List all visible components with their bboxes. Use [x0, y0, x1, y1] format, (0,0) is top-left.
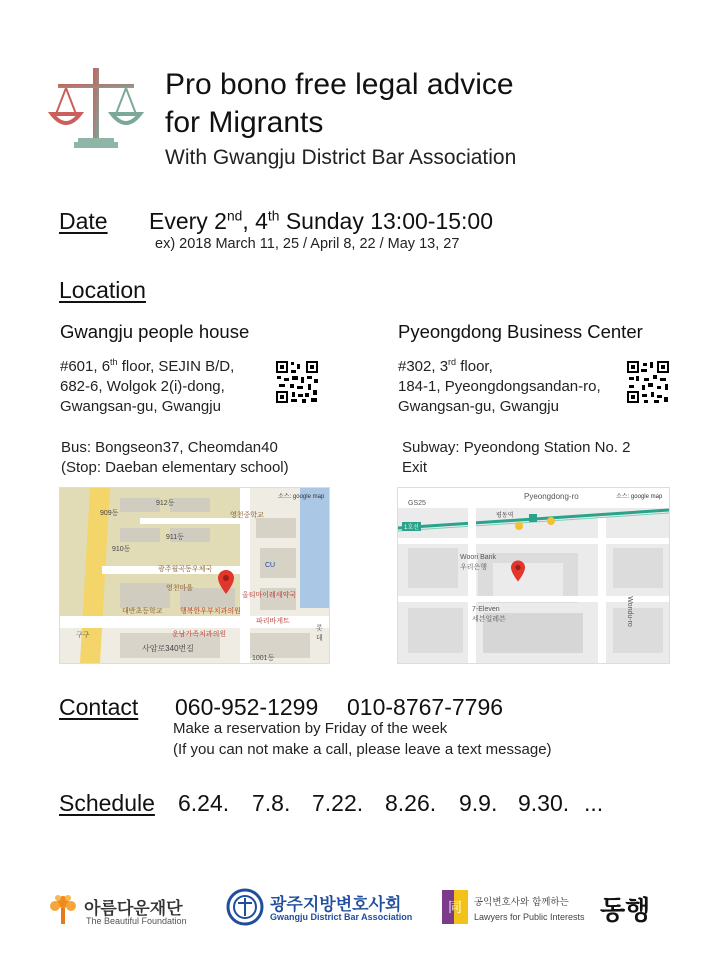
map-label: 7-Eleven [472, 606, 500, 613]
addr-part: floor, [456, 358, 493, 375]
right-address-line-1 [398, 357, 601, 377]
schedule-date: ... [584, 790, 604, 816]
addr-sup: th [110, 357, 118, 367]
map-label: 행복한우부치과의원 [180, 608, 241, 615]
map-label: CU [265, 562, 276, 569]
date-text-part: Every 2 [149, 208, 227, 234]
subway-line-1: Subway: Pyeondong Station No. 2 [402, 439, 631, 456]
map-label: 세븐일레븐 [472, 616, 506, 623]
subway-line-2: Exit [402, 459, 428, 476]
schedule-date: 6.24. [178, 790, 230, 816]
qr-code-icon[interactable] [275, 360, 319, 404]
date-text-part: , 4 [242, 208, 268, 234]
bus-line-2: (Stop: Daeban elementary school) [61, 459, 289, 476]
addr-part: floor, SEJIN B/D, [117, 358, 235, 375]
logo1-english: The Beautiful Foundation [86, 916, 187, 926]
map-label: 파리바게트 [256, 618, 290, 625]
right-location-name: Pyeongdong Business Center [398, 321, 643, 342]
map-label: 영천중학교 [230, 512, 264, 519]
addr-part: #601, 6 [60, 358, 111, 375]
right-map[interactable] [397, 487, 670, 664]
right-address-line-2: 184-1, Pyeongdongsandan-ro, [398, 378, 601, 395]
schedule-date: 7.22. [312, 790, 364, 816]
map-label: 광주월곡동우체국 [158, 566, 213, 573]
map-label: 1001동 [252, 655, 275, 662]
map-label: 구구 [76, 632, 90, 639]
map-label: 912동 [156, 500, 175, 507]
addr-sup: rd [448, 357, 457, 367]
schedule-date: 9.9. [459, 790, 498, 816]
map-source: 소스: google map [616, 494, 663, 500]
map-label: 909동 [100, 510, 119, 517]
date-example: ex) 2018 March 11, 25 / April 8, 22 / May 13, 27 [155, 236, 460, 252]
logo3-big-text: 동행 [600, 896, 651, 926]
page-title [165, 66, 514, 142]
map-label: 운남가족치과의원 [172, 631, 227, 638]
map-label: 사암로340번길 [142, 644, 194, 653]
map-label: 평동역 [496, 513, 514, 519]
right-address [398, 357, 601, 417]
logo2-english: Gwangju District Bar Association [270, 912, 413, 922]
phone-1[interactable]: 060-952-1299 [175, 694, 319, 720]
contact-label: Contact [59, 694, 139, 720]
schedule-date: 7.8. [252, 790, 291, 816]
map-label: Pyeongdong-ro [524, 492, 579, 501]
left-map[interactable] [59, 487, 330, 664]
title-line-2: for Migrants [165, 106, 324, 139]
date-text [149, 208, 493, 235]
schedule-date: 9.30. [518, 790, 570, 816]
svg-text:同: 同 [448, 900, 462, 916]
left-address-line-2: 682-6, Wolgok 2(i)-dong, [60, 378, 225, 395]
right-address-line-3: Gwangsan-gu, Gwangju [398, 398, 559, 415]
map-label: 영천마을 [166, 585, 194, 592]
donghaeng-logo [442, 886, 662, 930]
left-bus-info [61, 438, 289, 478]
date-sup: nd [226, 208, 243, 224]
map-label: 우리은행 [460, 564, 488, 571]
map-label: Wondu-ro [625, 596, 633, 627]
title-line-1: Pro bono free legal advice [165, 68, 514, 101]
justice-scale-icon [48, 66, 144, 158]
map-label: 910동 [112, 546, 131, 553]
schedule-date: 8.26. [385, 790, 437, 816]
map-label: GS25 [408, 500, 426, 507]
tree-icon [46, 892, 80, 931]
map-label: 롯데 [316, 625, 323, 642]
date-label: Date [59, 208, 108, 234]
map-label: Woori Bank [460, 554, 497, 561]
contact-note-2: (If you can not make a call, please leave a text message) [173, 741, 552, 758]
map-pin-icon [218, 570, 234, 599]
page-subtitle: With Gwangju District Bar Association [165, 146, 517, 169]
left-address-line-3: Gwangsan-gu, Gwangju [60, 398, 221, 415]
left-location-name: Gwangju people house [60, 321, 250, 342]
map-label: 911동 [166, 534, 184, 541]
right-subway-info [402, 438, 631, 478]
left-address-line-1 [60, 357, 234, 377]
addr-part: #302, 3 [398, 358, 449, 375]
left-address [60, 357, 234, 417]
schedule-label: Schedule [59, 790, 155, 816]
contact-note-1: Make a reservation by Friday of the week [173, 720, 448, 737]
donghaeng-emblem-icon [442, 890, 468, 929]
phone-2[interactable]: 010-8767-7796 [347, 694, 504, 720]
bus-line-1: Bus: Bongseon37, Cheomdan40 [61, 439, 278, 456]
map-source: 소스: google map [278, 494, 325, 500]
map-pin-icon [511, 560, 525, 587]
qr-code-icon[interactable] [626, 360, 670, 404]
date-text-part: Sunday 13:00-15:00 [279, 208, 493, 234]
date-sup: th [267, 208, 280, 224]
logo1-korean: 아름다운재단 [84, 899, 183, 919]
map-label: 대반초등학교 [122, 608, 163, 615]
bar-association-emblem-icon [226, 888, 264, 931]
gwangju-bar-logo [226, 888, 413, 928]
location-label: Location [59, 277, 146, 303]
map-label: 올티마이레세약국 [242, 592, 297, 599]
map-label: 1호선 [402, 522, 421, 531]
logo2-korean: 광주지방변호사회 [270, 895, 402, 915]
logo3-english: Lawyers for Public Interests [474, 912, 585, 922]
beautiful-foundation-logo [46, 890, 196, 930]
logo3-small-text: 공익변호사와 함께하는 [474, 897, 569, 908]
